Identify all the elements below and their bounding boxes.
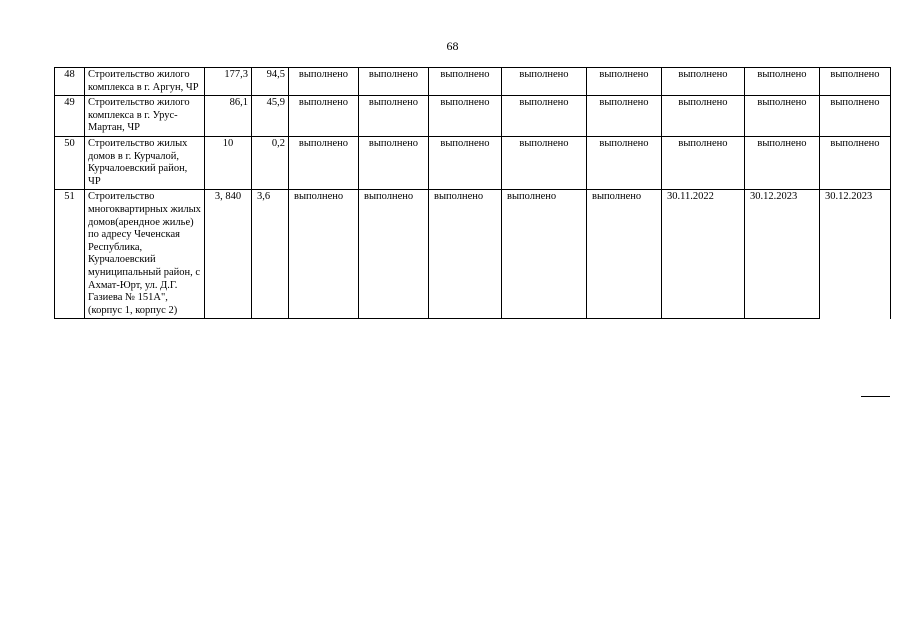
status-cell: выполнено xyxy=(359,136,429,189)
row-number: 49 xyxy=(55,96,85,137)
status-cell: выполнено xyxy=(429,68,502,96)
row-number: 50 xyxy=(55,136,85,189)
status-cell: 30.11.2022 xyxy=(662,190,745,319)
object-name: Строительство жилых домов в г. Курчалой, Курчалоевский район, ЧР xyxy=(85,136,205,189)
status-cell: выполнено xyxy=(359,190,429,319)
row-number: 51 xyxy=(55,190,85,319)
status-cell: выполнено xyxy=(502,68,587,96)
status-cell: выполнено xyxy=(502,136,587,189)
construction-status-table xyxy=(54,67,891,319)
value-cell: 3, 840 xyxy=(205,190,252,319)
status-cell: выполнено xyxy=(820,68,891,96)
status-cell: выполнено xyxy=(359,96,429,137)
status-cell: выполнено xyxy=(502,96,587,137)
status-cell: выполнено xyxy=(587,96,662,137)
status-cell: выполнено xyxy=(429,136,502,189)
table-row xyxy=(55,68,891,96)
status-cell: выполнено xyxy=(587,136,662,189)
table-bottom-rule xyxy=(861,396,890,397)
status-cell: выполнено xyxy=(359,68,429,96)
object-name: Строительство многоквартирных жилых домов(арендное жилье) по адресу Чеченская Республика, Курчалоевский муниципальный район, с Ахмат-Юрт, ул. Д.Г. Газиева № 151А", (корпус 1, корпус 2) xyxy=(85,190,205,319)
status-cell: выполнено xyxy=(820,96,891,137)
status-cell: выполнено xyxy=(745,96,820,137)
value-cell: 0,2 xyxy=(252,136,289,189)
table-row xyxy=(55,96,891,137)
status-cell: выполнено xyxy=(502,190,587,319)
status-cell: выполнено xyxy=(429,96,502,137)
value-cell: 177,3 xyxy=(205,68,252,96)
status-cell: выполнено xyxy=(289,68,359,96)
value-cell: 45,9 xyxy=(252,96,289,137)
status-cell: выполнено xyxy=(820,136,891,189)
table-row xyxy=(55,190,891,319)
status-cell: выполнено xyxy=(662,136,745,189)
status-cell: выполнено xyxy=(662,96,745,137)
status-cell: выполнено xyxy=(289,96,359,137)
value-cell: 86,1 xyxy=(205,96,252,137)
object-name: Строительство жилого комплекса в г. Аргун, ЧР xyxy=(85,68,205,96)
table-row xyxy=(55,136,891,189)
value-cell: 94,5 xyxy=(252,68,289,96)
value-cell: 3,6 xyxy=(252,190,289,319)
status-cell: выполнено xyxy=(662,68,745,96)
status-cell: выполнено xyxy=(289,136,359,189)
row-number: 48 xyxy=(55,68,85,96)
object-name: Строительство жилого комплекса в г. Урус-Мартан, ЧР xyxy=(85,96,205,137)
status-cell: выполнено xyxy=(745,136,820,189)
status-cell: выполнено xyxy=(289,190,359,319)
value-cell: 10 xyxy=(205,136,252,189)
status-cell: выполнено xyxy=(587,190,662,319)
status-cell: выполнено xyxy=(429,190,502,319)
status-cell: выполнено xyxy=(587,68,662,96)
page-number: 68 xyxy=(446,39,459,53)
status-cell: 30.12.2023 xyxy=(745,190,820,319)
status-cell: 30.12.2023 xyxy=(820,190,891,319)
status-cell: выполнено xyxy=(745,68,820,96)
